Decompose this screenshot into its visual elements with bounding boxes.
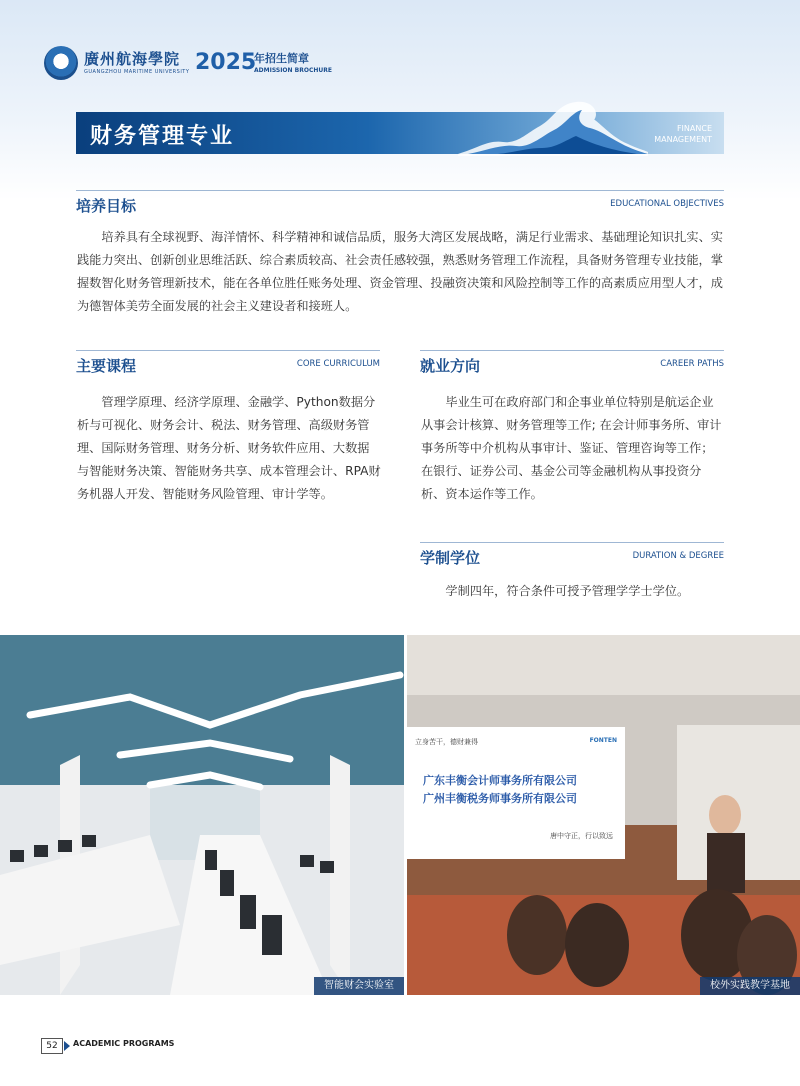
practice-base-photo xyxy=(407,635,800,995)
brochure-title-en: ADMISSION BROCHURE xyxy=(254,67,332,74)
slide-footer: 唐中守正，行以致远 xyxy=(550,832,613,840)
degree-heading: 学制学位 xyxy=(420,549,481,567)
curriculum-heading-en: CORE CURRICULUM xyxy=(296,359,380,369)
slide-line-1: 广东丰衡会计师事务所有限公司 xyxy=(423,774,577,787)
degree-heading-en: DURATION & DEGREE xyxy=(632,551,724,561)
lab-photo xyxy=(0,635,404,995)
slide-logo: FONTEN xyxy=(589,737,617,744)
slide-line-2: 广州丰衡税务师事务所有限公司 xyxy=(423,792,577,805)
curriculum-header xyxy=(76,350,380,373)
header-background xyxy=(0,0,800,200)
career-header xyxy=(420,350,724,373)
school-name: 廣州航海學院 xyxy=(84,50,181,68)
school-logo-icon xyxy=(44,46,78,80)
curriculum-heading: 主要课程 xyxy=(76,357,137,375)
curriculum-text: 管理学原理、经济学原理、金融学、Python数据分析与可视化、财务会计、税法、财务管理、高级财务管理、国际财务管理、财务分析、财务软件应用、大数据与智能财务决策、智能财务共享、成本管理会计、RPA财务机器人开发、智能财务风险管理、审计学等。 xyxy=(77,395,381,501)
objectives-header xyxy=(76,190,724,213)
lab-photo-caption: 智能财会实验室 xyxy=(314,977,404,995)
career-heading: 就业方向 xyxy=(420,357,481,375)
objectives-heading-en: EDUCATIONAL OBJECTIVES xyxy=(610,199,724,209)
degree-text: 学制四年，符合条件可授予管理学学士学位。 xyxy=(445,584,690,598)
degree-header xyxy=(420,542,724,565)
objectives-text: 培养具有全球视野、海洋情怀、科学精神和诚信品质，服务大湾区发展战略，满足行业需求、基础理论知识扎实、实践能力突出、创新创业思维活跃、综合素质较高、社会责任感较强，熟悉财务管理工作流程，具备财务管理专业技能，掌握数智化财务管理新技术，能在各单位胜任账务处理、资金管理、投融资决策和风险控制等工作的高素质应用型人才，成为德智体美劳全面发展的社会主义建设者和接班人。 xyxy=(77,230,723,313)
brochure-year: 2025 xyxy=(195,50,257,75)
school-name-en: GUANGZHOU MARITIME UNIVERSITY xyxy=(84,69,190,75)
arrow-right-icon xyxy=(64,1041,70,1051)
brochure-title: 年招生简章 xyxy=(254,52,309,65)
slide-motto: 立身苦干，德财兼得 xyxy=(415,738,478,746)
practice-base-caption: 校外实践教学基地 xyxy=(700,977,800,995)
career-heading-en: CAREER PATHS xyxy=(660,359,724,369)
career-text: 毕业生可在政府部门和企事业单位特别是航运企业从事会计核算、财务管理等工作; 在会计师事务所、审计事务所等中介机构从事审计、鉴证、管理咨询等工作；在银行、证券公司、基金公司等金融机构从事投资分析、资本运作等工作。 xyxy=(421,395,722,501)
lab-illustration xyxy=(0,635,404,995)
page-number: 52 xyxy=(41,1038,63,1054)
major-title-en-line1: FINANCE xyxy=(676,124,712,133)
presentation-screen xyxy=(407,727,625,859)
footer-section-label: ACADEMIC PROGRAMS xyxy=(73,1039,175,1048)
objectives-heading: 培养目标 xyxy=(76,197,137,215)
major-title: 财务管理专业 xyxy=(90,124,235,149)
wave-decoration-icon xyxy=(458,96,648,156)
major-title-en xyxy=(654,123,712,145)
major-title-en-line2: MANAGEMENT xyxy=(654,135,712,144)
